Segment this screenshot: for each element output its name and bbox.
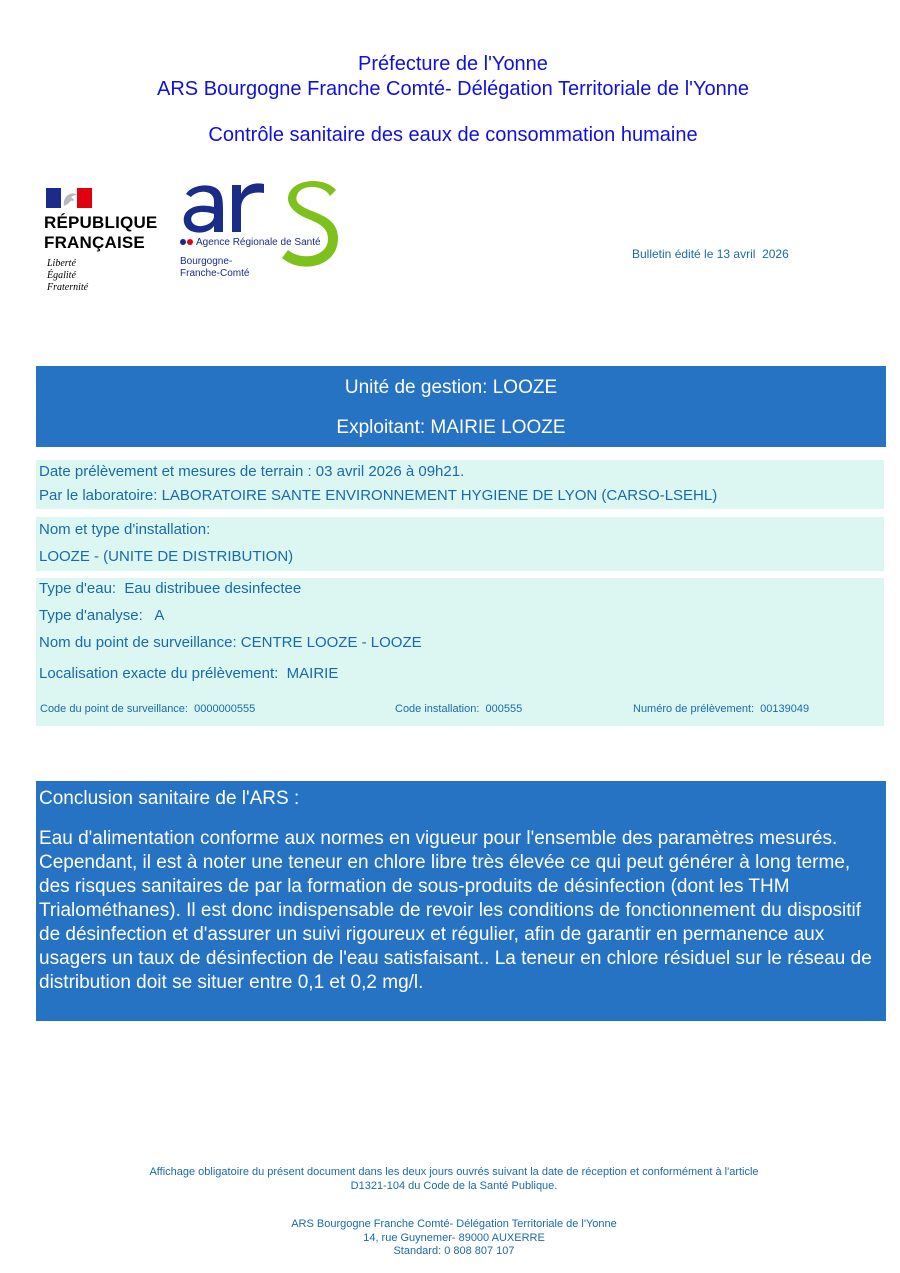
sampling-date: Date prélèvement et mesures de terrain : 03 avril 2026 à 09h21. bbox=[39, 463, 465, 480]
footer-phone: Standard: 0 808 807 107 bbox=[393, 1245, 515, 1257]
sample-details-box bbox=[36, 578, 884, 726]
installation-box bbox=[36, 517, 884, 571]
sample-number: Numéro de prélèvement: 00139049 bbox=[633, 703, 810, 715]
prefecture-title: Préfecture de l'Yonne bbox=[358, 53, 548, 75]
sampling-info-box bbox=[36, 460, 884, 509]
unit-header-box bbox=[36, 366, 886, 447]
conclusion-box bbox=[36, 781, 886, 1021]
ars-logo bbox=[178, 176, 343, 284]
sampling-location: Localisation exacte du prélèvement: MAIRIE bbox=[39, 665, 339, 682]
water-type: Type d'eau: Eau distribuee desinfectee bbox=[39, 580, 302, 597]
unite-gestion: Unité de gestion: LOOZE bbox=[344, 377, 558, 398]
footer-address-line2: 14, rue Guynemer- 89000 AUXERRE bbox=[363, 1232, 545, 1244]
republique-francaise-logo bbox=[44, 186, 164, 298]
installation-code: Code installation: 000555 bbox=[395, 703, 523, 715]
ars-agency-label: Agence Régionale de Santé bbox=[196, 237, 321, 248]
footer-notice-line1: Affichage obligatoire du présent document dans les deux jours ouvrés suivant la date de réception et conformément à l'article bbox=[149, 1166, 759, 1178]
blue-dot-icon bbox=[180, 239, 186, 245]
exploitant: Exploitant: MAIRIE LOOZE bbox=[336, 417, 566, 438]
ars-delegation-title: ARS Bourgogne Franche Comté- Délégation Territoriale de l'Yonne bbox=[157, 78, 749, 100]
surveillance-point-code: Code du point de surveillance: 0000000555 bbox=[40, 703, 256, 715]
sampling-laboratory: Par le laboratoire: LABORATOIRE SANTE ENVIRONNEMENT HYGIENE DE LYON (CARSO-LSEHL) bbox=[39, 487, 718, 504]
document-title: Contrôle sanitaire des eaux de consommation humaine bbox=[208, 124, 698, 146]
footer-address-line1: ARS Bourgogne Franche Comté- Délégation Territoriale de l'Yonne bbox=[291, 1218, 617, 1230]
conclusion-text: Eau d'alimentation conforme aux normes en vigueur pour l'ensemble des paramètres mesurés. Cependant, il est à noter une teneur en chlore libre très élevée ce qui peut générer à long terme, des risques sanitaires de par la formation de sous-produits de désinfection (dont les THM Trialométhanes). Il est donc indispensable de revoir les conditions de fonctionnement du dispositif de désinfection et d'assurer un suivi rigoureux et régulier, afin de garantir en permanence aux usagers un taux de désinfection de l'eau satisfaisant.. La teneur en chlore résiduel sur le réseau de distribution doit se situer entre 0,1 et 0,2 mg/l. bbox=[39, 828, 872, 993]
red-dot-icon bbox=[187, 239, 193, 245]
ars-agency-name bbox=[180, 237, 321, 249]
bulletin-date: Bulletin édité le 13 avril 2026 bbox=[632, 247, 789, 261]
republique-motto: Liberté Égalité Fraternité bbox=[47, 258, 89, 293]
analysis-type: Type d'analyse: A bbox=[39, 607, 165, 624]
ars-region-name: Bourgogne- Franche-Comté bbox=[180, 256, 250, 279]
surveillance-point-name: Nom du point de surveillance: CENTRE LOOZE - LOOZE bbox=[39, 634, 422, 651]
marianne-flag-icon bbox=[46, 188, 92, 208]
installation-label: Nom et type d'installation: bbox=[39, 521, 211, 538]
footer-notice-line2: D1321-104 du Code de la Santé Publique. bbox=[350, 1180, 558, 1192]
republique-francaise-name: RÉPUBLIQUE FRANÇAISE bbox=[44, 213, 158, 252]
conclusion-title: Conclusion sanitaire de l'ARS : bbox=[39, 788, 300, 809]
installation-value: LOOZE - (UNITE DE DISTRIBUTION) bbox=[39, 548, 294, 565]
